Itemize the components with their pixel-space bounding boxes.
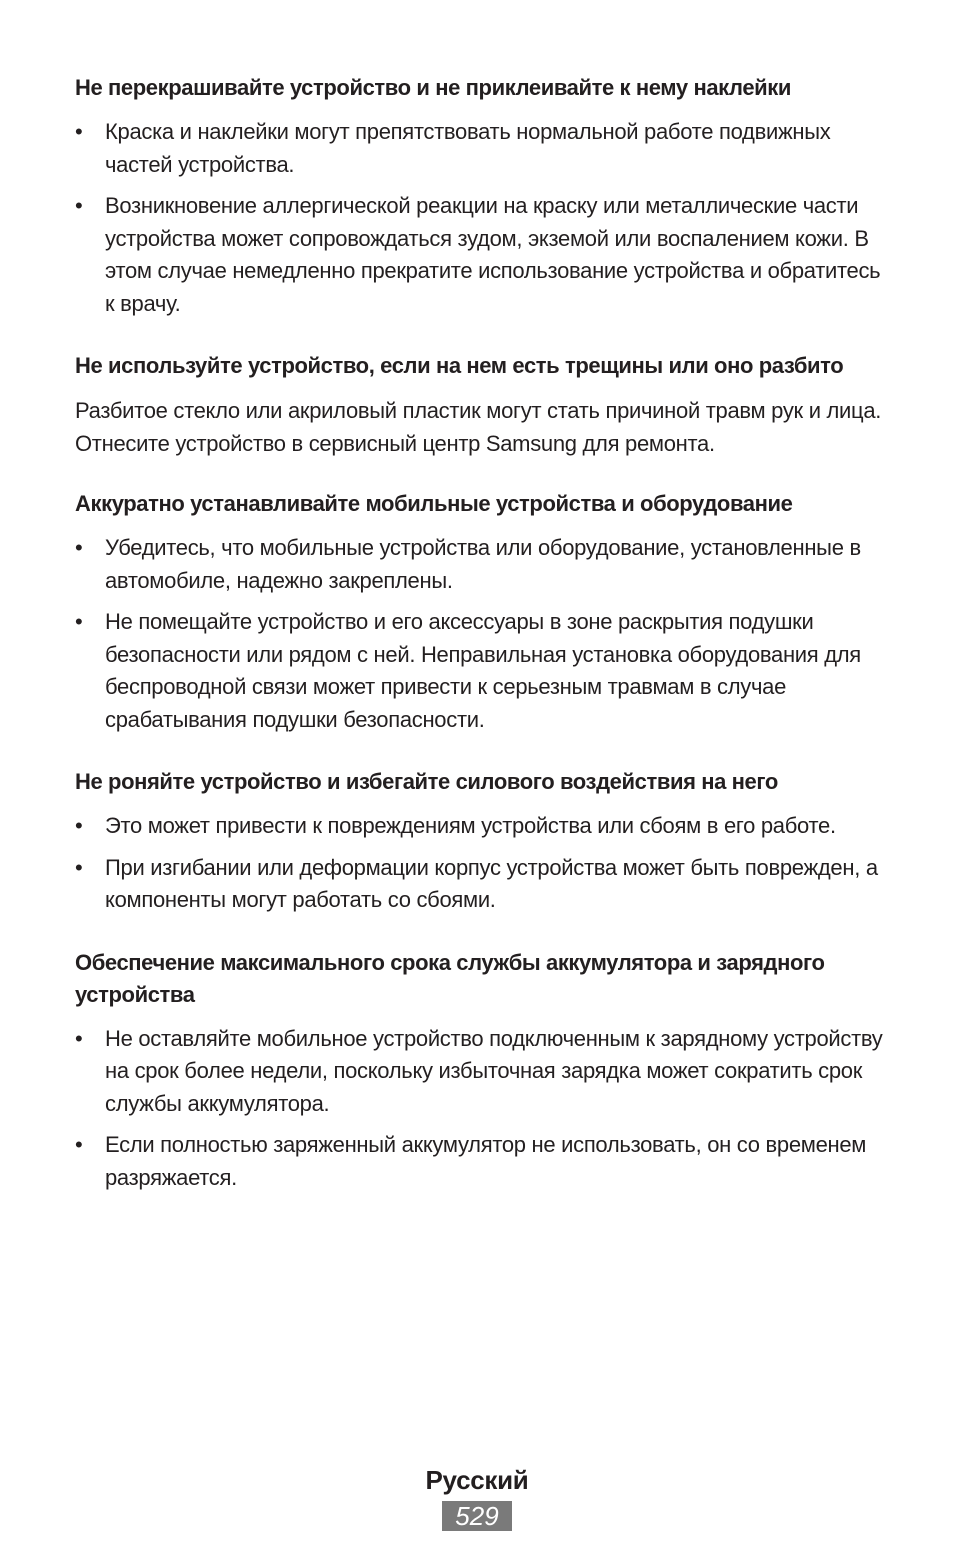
section-no-drop bbox=[75, 766, 885, 917]
list-item bbox=[75, 532, 885, 597]
bullet-list bbox=[75, 1023, 885, 1195]
list-item-text: При изгибании или деформации корпус устройства может быть поврежден, а компоненты могут работать со сбоями. bbox=[105, 854, 878, 912]
bullet-icon: • bbox=[75, 119, 83, 144]
list-item-text: Если полностью заряженный аккумулятор не использовать, он со временем разряжается. bbox=[105, 1132, 867, 1190]
list-item-text: Не помещайте устройство и его аксессуары в зоне раскрытия подушки безопасности или рядом с ней. Неправильная установка оборудования для беспроводной связи может привести к серьезным травмам в случае срабатывания подушки безопасности. bbox=[105, 609, 861, 732]
list-item bbox=[75, 116, 885, 181]
bullet-icon: • bbox=[75, 609, 83, 634]
list-item bbox=[75, 1129, 885, 1194]
section-paragraph: Разбитое стекло или акриловый пластик могут стать причиной травм рук и лица. Отнесите устройство в сервисный центр Samsung для ремонта. bbox=[75, 398, 882, 456]
section-heading: Не перекрашивайте устройство и не приклеивайте к нему наклейки bbox=[75, 75, 792, 100]
section-no-paint bbox=[75, 72, 885, 320]
bullet-icon: • bbox=[75, 1025, 83, 1051]
document-body bbox=[75, 72, 885, 1218]
page-number: 529 bbox=[442, 1501, 512, 1531]
section-cracked-device bbox=[75, 350, 885, 460]
list-item-text: Это может привести к повреждениям устройства или сбоям в его работе. bbox=[105, 813, 836, 838]
list-item-text: Не оставляйте мобильное устройство подключенным к зарядному устройству на срок более недели, поскольку избыточная зарядка может сократить срок службы аккумулятора. bbox=[105, 1025, 883, 1116]
bullet-icon: • bbox=[75, 854, 83, 880]
list-item bbox=[75, 190, 885, 320]
bullet-icon: • bbox=[75, 1132, 83, 1157]
list-item-text: Краска и наклейки могут препятствовать нормальной работе подвижных частей устройства. bbox=[105, 119, 831, 177]
section-heading: Не роняйте устройство и избегайте силового воздействия на него bbox=[75, 769, 778, 794]
list-item-text: Возникновение аллергической реакции на краску или металлические части устройства может сопровождаться зудом, экземой или воспалением кожи. В этом случае немедленно прекратите использование устройства и обратитесь к врачу. bbox=[105, 193, 881, 316]
list-item bbox=[75, 606, 885, 736]
list-item-text: Убедитесь, что мобильные устройства или оборудование, установленные в автомобиле, надежно закреплены. bbox=[105, 535, 861, 593]
bullet-list bbox=[75, 810, 885, 917]
bullet-icon: • bbox=[75, 193, 83, 218]
bullet-icon: • bbox=[75, 535, 83, 560]
list-item bbox=[75, 1023, 885, 1121]
section-heading: Аккуратно устанавливайте мобильные устройства и оборудование bbox=[75, 491, 793, 516]
page-footer bbox=[0, 1463, 954, 1531]
footer-language: Русский bbox=[425, 1465, 529, 1495]
section-battery-life bbox=[75, 947, 885, 1195]
section-heading: Обеспечение максимального срока службы аккумулятора и зарядного устройства bbox=[75, 949, 825, 1007]
bullet-list bbox=[75, 532, 885, 736]
bullet-icon: • bbox=[75, 813, 83, 838]
section-heading: Не используйте устройство, если на нем есть трещины или оно разбито bbox=[75, 353, 844, 378]
list-item bbox=[75, 810, 885, 843]
list-item bbox=[75, 852, 885, 917]
bullet-list bbox=[75, 116, 885, 320]
section-mounting bbox=[75, 488, 885, 736]
